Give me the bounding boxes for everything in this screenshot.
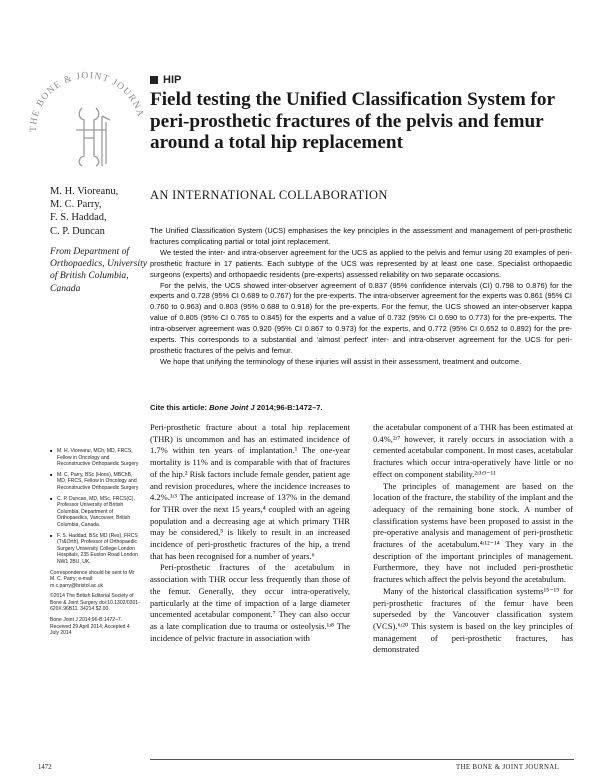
citation <box>150 403 323 412</box>
abstract-paragraph: We tested the inter- and intra-observer agreement for the UCS as applied to the pelvis and femur using 20 examples of peri-prosthetic fracture in 17 patients. Each subtype of the UCS was represented by at least one case. Specialist orthopaedic surgeons (experts) and orthopaedic residents (pre-experts) assessed reliability on two separate occasions. <box>150 247 572 279</box>
journal-reference-note: Bone Joint J 2014;96-B:1472–7. Received 29 April 2014; Accepted 4 July 2014 <box>50 617 130 637</box>
body-paragraph: Many of the historical classification systems¹⁵⁻¹⁹ for peri-prosthetic fractures of the femur have been superseded by the Vancouver classification system (VCS).⁶ʴ²⁰ This system is based on the key principles of management of peri-prosthetic fractures, has demonstrated <box>373 585 573 655</box>
copyright-note: ©2014 The British Editorial Society of Bone & Joint Surgery doi:10.1302/0301-620X.96B11. 34214 $2.00 <box>50 593 140 613</box>
author: M. C. Parry, <box>50 199 102 211</box>
article-subtitle: AN INTERNATIONAL COLLABORATION <box>150 188 388 202</box>
department-affiliation: From Department of Orthopaedics, University of British Columbia, Canada <box>50 246 147 294</box>
affiliation-note: ■ C. P. Duncan, MD, MSc, FRCS(C), Professor University of British Columbia, Department of Orthopaedics, Vancouver, British Columbia, Canada. <box>50 496 140 529</box>
article-title: Field testing the Unified Classification System for peri-prosthetic fractures of the pelvis and femur around a total hip replacement <box>150 89 555 153</box>
page-number: 1472 <box>38 764 52 771</box>
author: M. H. Vioreanu, <box>50 186 119 197</box>
body-paragraph: Peri-prosthetic fractures of the acetabulum in association with THR occur less frequently than those of the femur. Generally, they occur intra-operatively, particularly at the time of impaction of a large diameter uncemented acetabular component.⁷ They can also occur as a late complication due to trauma or osteolysis.¹ʴ⁸ The incidence of pelvic fracture in association with <box>150 562 350 643</box>
affiliation-note: ■ M. C. Parry, BSc (Hons), MBChB, MD, FRCS, Fellow in Oncology and Reconstructive Orthopaedic Surgery <box>50 472 140 492</box>
author: C. P. Duncan <box>50 225 105 237</box>
abstract-paragraph: The Unified Classification System (UCS) emphasises the key principles in the assessment and management of peri-prosthetic fractures complicating partial or total joint replacement. <box>150 226 572 246</box>
body-column-right <box>373 422 573 656</box>
svg-text:THE BONE & JOINT JOURNAL <box>14 60 144 132</box>
footer-journal-name: THE BONE & JOINT JOURNAL <box>456 764 560 771</box>
body-column-left <box>150 422 350 644</box>
body-paragraph: The principles of management are based on the location of the fracture, the stability of the implant and the adequacy of the remaining bone stock. A number of classification systems have been proposed to assist in the pre-operative analysis and management of peri-prosthetic fractures of the acetabulum.⁴ʴ¹²⁻¹⁴ They vary in the description of the important principles of management. Furthermore, they have not included peri-prosthetic fractures which affect the pelvis beyond the acetabulum. <box>373 480 573 585</box>
section-square-icon <box>150 76 158 84</box>
correspondence-note: Correspondence should be sent to Mr M. C. Parry; e-mail: m.c.parry@bristol.ac.uk <box>50 569 135 589</box>
author-list <box>50 185 150 238</box>
author: F. S. Haddad, <box>50 212 107 224</box>
citation-details: 2014;96-B:1472–7. <box>254 403 323 412</box>
citation-prefix: Cite this article: <box>150 403 210 412</box>
footer-rule <box>150 759 574 760</box>
section-label <box>150 74 181 86</box>
affiliation-note: ■ F. S. Haddad, BSc MD (Res), FRCS (Tr&Orth), Professor of Orthopaedic Surgery University College London Hospitals, 235 Euston Road London NW1 2BU, UK. <box>50 533 140 566</box>
body-paragraph: Peri-prosthetic fracture about a total hip replacement (THR) is uncommon and has an estimated incidence of 1.7% within ten years of implantation.¹ The one-year mortality is 11% and is comparable with that of fractures of the hip.² Risk factors include female gender, patient age and revision procedures, where the incidence increases to 4.2%.¹ʴ³ The anticipated increase of 137% in the demand for THR over the next 15 years,⁴ coupled with an ageing population and a decreasing age at which primary THR may be considered,⁵ is likely to result in an increased incidence of peri-prosthetic fractures of the hip, a trend that has been recognised for a number of years.⁶ <box>150 422 350 561</box>
body-paragraph: the acetabular component of a THR has been estimated at 0.4%,²ʴ⁷ however, it rarely occurs in association with a cemented acetabular component. In most cases, acetabular fractures which occur intra-operatively have little or no effect on component stability.²ʴ³ʴ⁹⁻¹¹ <box>373 422 573 479</box>
abstract <box>150 226 572 368</box>
logo-text: THE BONE & JOINT JOURN <box>28 71 143 133</box>
affiliation-note: ■ M. H. Vioreanu, MCh, MD, FRCS, Fellow in Oncology and Reconstructive Orthopaedic Surgery <box>50 448 140 468</box>
abstract-paragraph: For the pelvis, the UCS showed inter-observer agreement of 0.837 (95% confidence intervals (CI) 0.798 to 0.876) for the experts and 0.728 (95% CI 0.689 to 0.767) for the pre-experts. The intra-observer agreement for the experts was 0.861 (95% CI 0.760 to 0.963) and 0.803 (95% 0.688 to 0.918) for the pre-experts. For the femur, the UCS showed an inter-observer kappa value of 0.805 (95% CI 0.765 to 0.845) for the experts and a value of 0.732 (95% CI 0.690 to 0.773) for the pre-experts. The intra-observer agreement was 0.920 (95% CI 0.867 to 0.973) for the experts, and 0.772 (95% CI 0.652 to 0.892) for the pre-experts. This corresponds to a substantial and ‘almost perfect’ inter- and intra-observer agreement for the UCS for peri-prosthetic fractures of the pelvis and femur. <box>150 280 572 355</box>
journal-logo <box>14 60 144 170</box>
section-text: HIP <box>163 74 182 86</box>
abstract-paragraph: We hope that unifying the terminology of these injuries will assist in their assessment, treatment and outcome. <box>160 356 522 366</box>
author-notes-sidebar <box>50 448 140 641</box>
citation-journal: Bone Joint J <box>209 403 255 412</box>
